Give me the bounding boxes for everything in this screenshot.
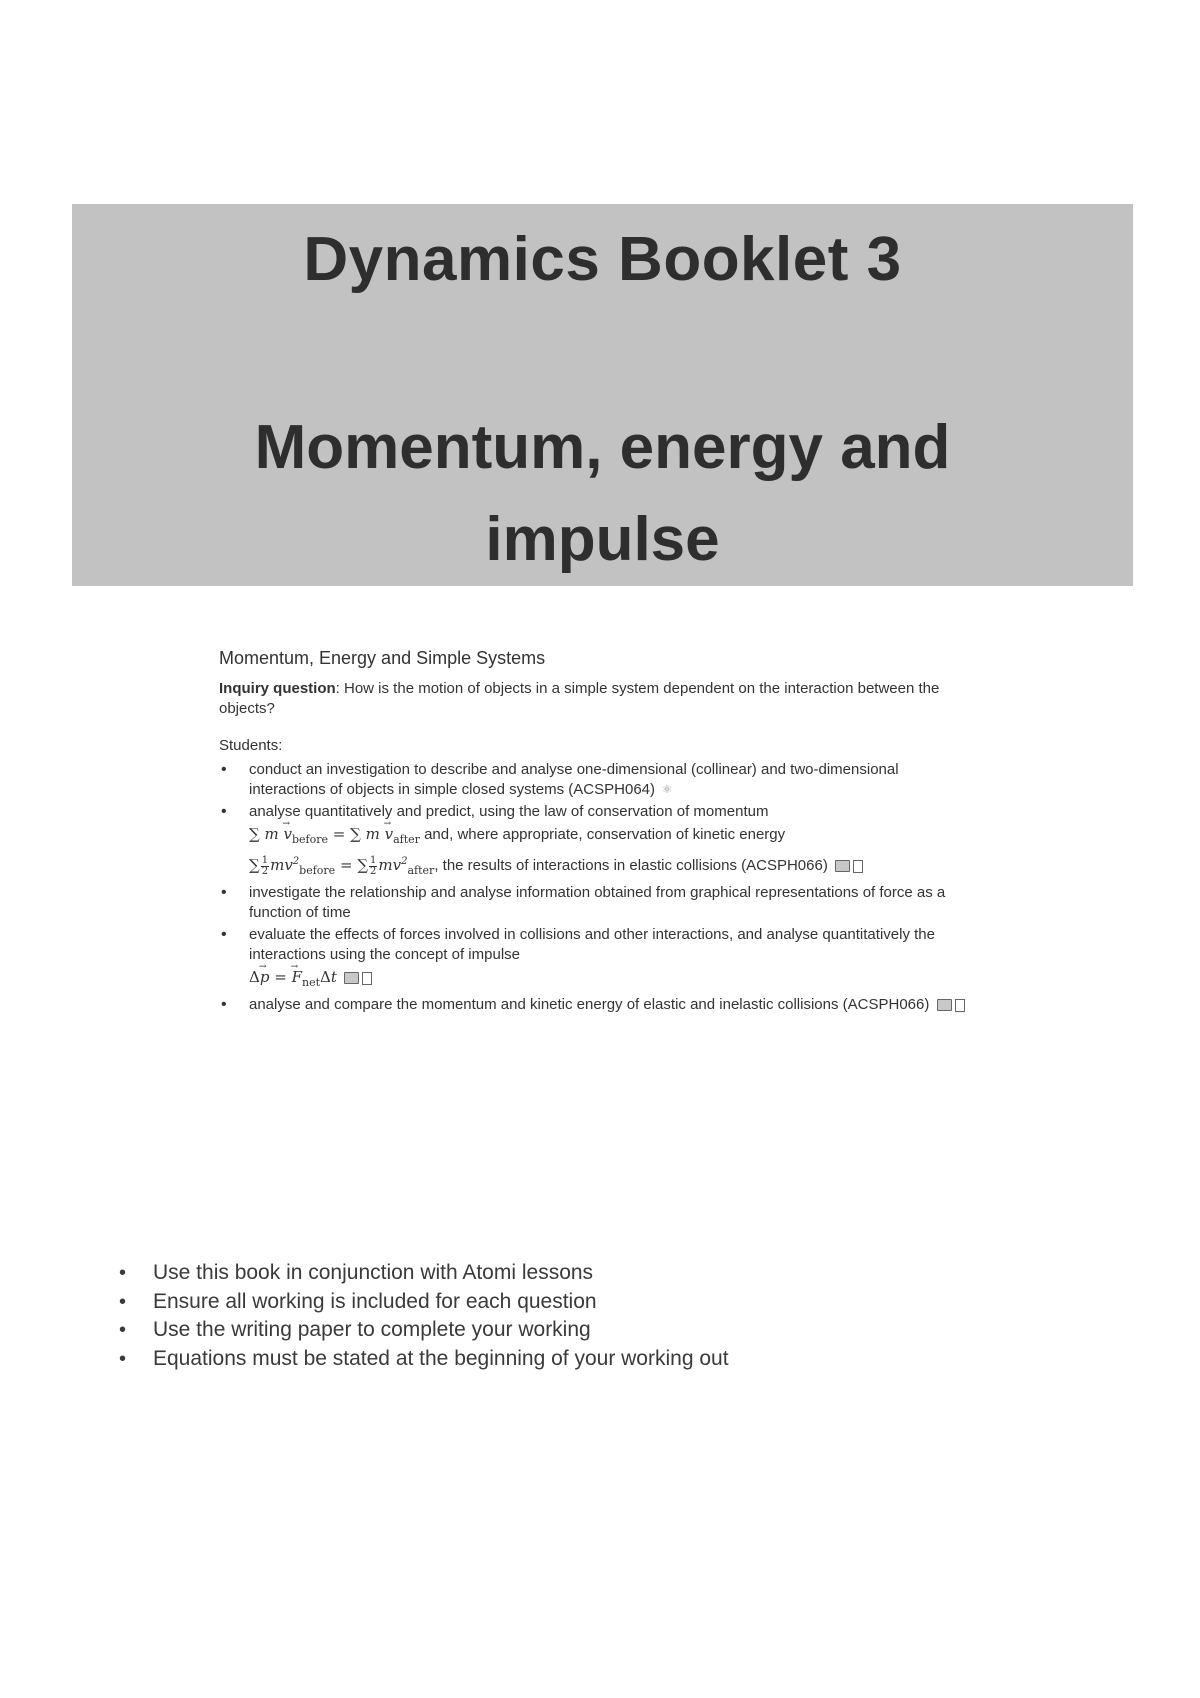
list-item bbox=[249, 883, 979, 923]
screen-icon bbox=[835, 860, 850, 872]
list-item: • Use this book in conjunction with Atomi lessons bbox=[153, 1259, 729, 1288]
booklet-title: Dynamics Booklet 3 bbox=[303, 225, 902, 294]
subtitle-line-2: impulse bbox=[485, 505, 720, 574]
kinetic-energy-equation: ∑ $\frac{1}{2}$ $mv^2_{before}$ = ∑ $\frac{1}{2}$ $mv^2_{after}$ bbox=[249, 854, 435, 878]
syllabus-block bbox=[219, 648, 979, 1017]
momentum-conservation-equation: ∑ $m \to v_{before}$ = ∑ $m \to v_{after}$ bbox=[249, 824, 420, 850]
book-icon bbox=[853, 860, 863, 873]
book-icon bbox=[955, 999, 965, 1012]
screen-icon bbox=[937, 999, 952, 1011]
inquiry-question bbox=[219, 679, 979, 719]
inquiry-label: Inquiry question bbox=[219, 680, 336, 697]
outcome-text: investigate the relationship and analyse information obtained from graphical representations of force as a function of time bbox=[249, 884, 946, 922]
list-item: • Ensure all working is included for each question bbox=[153, 1288, 729, 1317]
atom-icon: ⚛ bbox=[662, 784, 673, 797]
title-banner bbox=[72, 204, 1133, 586]
instructions-list bbox=[118, 1259, 729, 1373]
subtitle-line-1: Momentum, energy and bbox=[254, 413, 951, 482]
booklet-subtitle bbox=[72, 402, 1133, 586]
outcome-text-end: , the results of interactions in elastic collisions (ACSPH066) bbox=[434, 857, 828, 875]
book-icon bbox=[362, 972, 372, 985]
outcomes-list bbox=[219, 760, 979, 1015]
list-item: • Equations must be stated at the beginning of your working out bbox=[153, 1345, 729, 1374]
outcome-text-mid: and, where appropriate, conservation of kinetic energy bbox=[419, 826, 786, 844]
students-label: Students: bbox=[219, 737, 283, 754]
outcome-text: evaluate the effects of forces involved in collisions and other interactions, and analyse quantitatively the interactions using the concept of impulse bbox=[249, 926, 935, 964]
outcome-text: analyse quantitatively and predict, using the law of conservation of momentum bbox=[249, 803, 769, 821]
screen-icon bbox=[344, 972, 359, 984]
instructions-block bbox=[118, 1259, 729, 1373]
inquiry-text: : How is the motion of objects in a simple system dependent on the interaction between the objects? bbox=[219, 680, 940, 717]
list-item bbox=[249, 995, 979, 1015]
outcome-text: conduct an investigation to describe and analyse one-dimensional (collinear) and two-dimensional interactions of objects in simple closed systems (ACSPH064) bbox=[249, 761, 899, 798]
outcome-text: analyse and compare the momentum and kinetic energy of elastic and inelastic collisions (ACSPH066) bbox=[249, 996, 930, 1014]
list-item: • Use the writing paper to complete your working bbox=[153, 1316, 729, 1345]
list-item bbox=[249, 802, 979, 881]
syllabus-heading: Momentum, Energy and Simple Systems bbox=[219, 648, 546, 668]
list-item bbox=[249, 760, 979, 800]
list-item bbox=[249, 925, 979, 993]
impulse-equation: Δ→ p = → $F_{net}\Delta t$ bbox=[249, 967, 337, 993]
